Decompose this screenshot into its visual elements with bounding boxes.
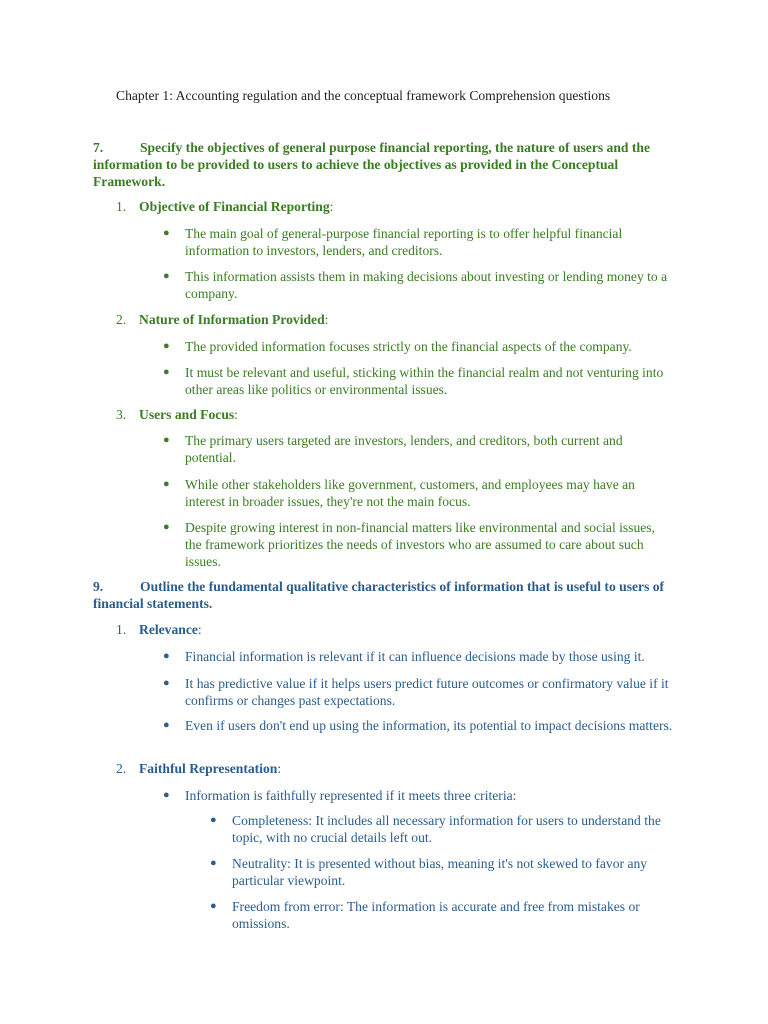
item-number: 2. [116, 312, 127, 327]
bullet-text: Even if users don't end up using the information, its potential to impact decisions matters. [185, 718, 673, 733]
bullet-icon: ● [163, 521, 170, 533]
question-text: Outline the fundamental qualitative characteristics of information that is useful to users of financial statements. [93, 579, 665, 611]
bullet-icon: ● [163, 719, 170, 731]
item-title: Faithful Representation [139, 761, 278, 776]
colon: : [197, 622, 202, 637]
item-title: Relevance [139, 622, 198, 637]
bullet-icon: ● [163, 366, 170, 378]
list-item-nature [116, 311, 328, 328]
list-item-objective [116, 198, 333, 215]
bullet-icon: ● [210, 900, 217, 912]
bullet-text: It must be relevant and useful, sticking within the financial realm and not venturing into other areas like politics or environmental issues. [185, 365, 664, 397]
bullet-icon: ● [210, 857, 217, 869]
bullet-text: The primary users targeted are investors, lenders, and creditors, both current and potential. [185, 433, 623, 465]
colon: : [277, 761, 282, 776]
item-title: Nature of Information Provided [139, 312, 325, 327]
bullet-text: It has predictive value if it helps users predict future outcomes or confirmatory value if it confirms or changes past expectations. [185, 676, 669, 708]
bullet-text: Freedom from error: The information is accurate and free from mistakes or omissions. [232, 899, 640, 931]
bullet-text: Information is faithfully represented if it meets three criteria: [185, 788, 517, 803]
chapter-header: Chapter 1: Accounting regulation and the conceptual framework Comprehension questions [116, 88, 611, 103]
colon: : [234, 407, 238, 422]
bullet-text: This information assists them in making decisions about investing or lending money to a company. [185, 269, 668, 301]
question-9-heading [93, 578, 683, 612]
bullet-text: Neutrality: It is presented without bias, meaning it's not skewed to favor any particular viewpoint. [232, 856, 648, 888]
question-number: 7. [93, 140, 104, 155]
bullet-icon: ● [163, 227, 170, 239]
item-number: 2. [116, 761, 127, 776]
bullet-icon: ● [163, 478, 170, 490]
bullet-icon: ● [163, 677, 170, 689]
bullet-text: Financial information is relevant if it can influence decisions made by those using it. [185, 649, 645, 664]
bullet-text: The provided information focuses strictly on the financial aspects of the company. [185, 339, 632, 354]
bullet-icon: ● [163, 789, 170, 801]
question-text: Specify the objectives of general purpose financial reporting, the nature of users and the information to be provided to users to achieve the objectives as provided in the Conceptual Framework. [93, 140, 650, 189]
list-item-relevance [116, 621, 202, 638]
item-number: 1. [116, 622, 127, 637]
list-item-users [116, 406, 238, 423]
item-number: 3. [116, 407, 127, 422]
bullet-icon: ● [163, 340, 170, 352]
question-number: 9. [93, 579, 104, 594]
bullet-icon: ● [163, 434, 170, 446]
bullet-icon: ● [163, 270, 170, 282]
bullet-text: Completeness: It includes all necessary information for users to understand the topic, with no crucial details left out. [232, 813, 661, 845]
colon: : [329, 199, 334, 214]
question-7-heading [93, 139, 683, 190]
bullet-icon: ● [210, 814, 217, 826]
item-title: Users and Focus [139, 407, 235, 422]
bullet-text: The main goal of general-purpose financial reporting is to offer helpful financial information to investors, lenders, and creditors. [185, 226, 623, 258]
item-title: Objective of Financial Reporting [139, 199, 330, 214]
bullet-icon: ● [163, 650, 170, 662]
bullet-text: Despite growing interest in non-financial matters like environmental and social issues, the framework prioritizes the needs of investors who are assumed to care about such issues. [185, 520, 655, 569]
bullet-text: While other stakeholders like government, customers, and employees may have an interest in broader issues, they're not the main focus. [185, 477, 635, 509]
item-number: 1. [116, 199, 127, 214]
colon: : [324, 312, 329, 327]
list-item-faithful-representation [116, 760, 281, 777]
